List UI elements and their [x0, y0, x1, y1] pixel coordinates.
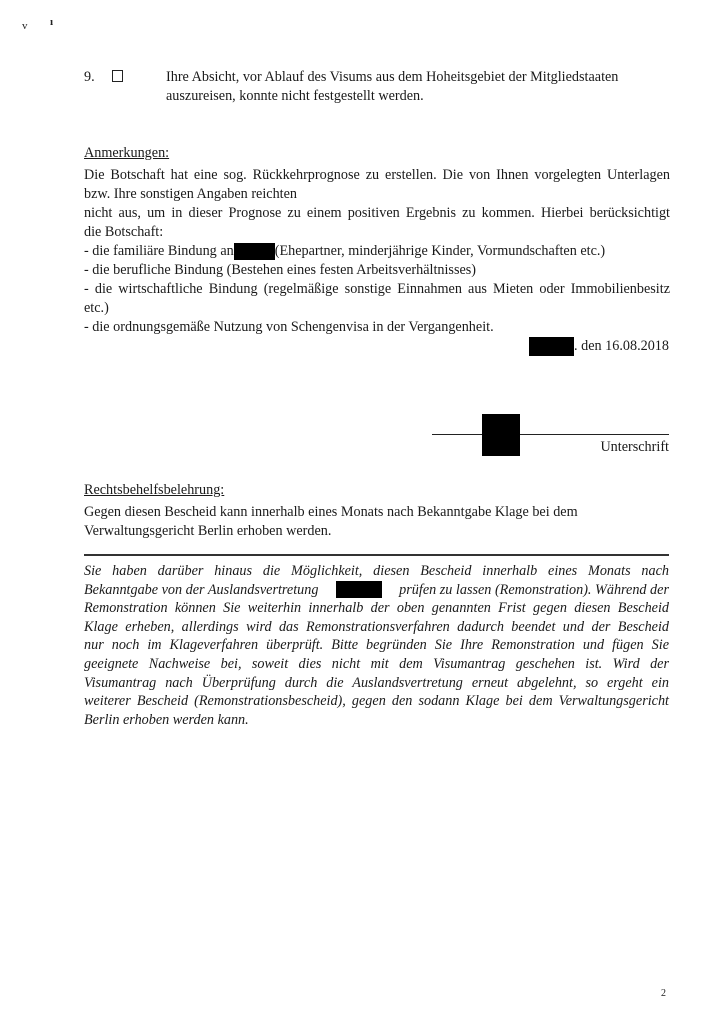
bullet-work: - die berufliche Bindung (Bestehen eines festen Arbeitsverhältnisses) [84, 262, 477, 278]
scan-mark: ı [50, 16, 54, 28]
text-line: nicht aus, um in dieser Prognose zu einem positiven Ergebnis zu kommen. Hierbei berücksichtigt [84, 205, 670, 221]
signature-line [432, 434, 669, 435]
text-segment: prüfen zu lassen (Remonstration). Während der [399, 581, 669, 598]
bullet-economic-cont: etc.) [84, 300, 109, 316]
page-number: 2 [661, 988, 666, 999]
signature-label: Unterschrift [600, 439, 669, 455]
item-9-text [166, 68, 618, 106]
date-text: . den 16.08.2018 [574, 338, 669, 354]
text-line: die Botschaft: [84, 224, 164, 240]
text-line: Visumantrag nach Überprüfung durch die Auslandsvertretung erneut abgelehnt, so ergeht ein [84, 674, 669, 691]
text-line [84, 581, 669, 600]
item-number: 9. [84, 69, 95, 85]
item-9 [84, 68, 123, 87]
text-segment: Bekanntgabe von der Auslandsvertretung [84, 581, 319, 598]
redaction [234, 243, 275, 260]
bullet-text: - die familiäre Bindung an [84, 243, 234, 259]
bullet-economic: - die wirtschaftliche Bindung (regelmäßige sonstige Einnahmen aus Mieten oder Immobilienbesitz [84, 281, 670, 297]
text-line: geeignete Nachweise bei, soweit dies nicht mit dem Visumantrag geschehen ist. Wird der [84, 655, 669, 672]
bullet-family [84, 242, 670, 261]
scan-mark: v [22, 20, 28, 32]
redaction [336, 581, 382, 598]
remonstration-body [84, 562, 669, 729]
legal-heading: Rechtsbehelfsbelehrung: [84, 482, 225, 498]
text-line: auszureisen, konnte nicht festgestellt werden. [166, 88, 424, 104]
text-line: Klage erheben, allerdings wird das Remonstrationsverfahren dadurch beendet und der Bescheid [84, 618, 669, 635]
text-line: Berlin erhoben werden kann. [84, 711, 249, 728]
checkbox-icon [112, 70, 123, 82]
text-line: Die Botschaft hat eine sog. Rückkehrprognose zu erstellen. Die von Ihnen vorgelegten Unterlagen [84, 167, 670, 183]
divider [84, 554, 669, 556]
place-date [529, 337, 669, 356]
text-line: Remonstration können Sie weiterhin innerhalb der oben genannten Frist gegen diesen Bescheid [84, 600, 669, 617]
text-line: Ihre Absicht, vor Ablauf des Visums aus dem Hoheitsgebiet der Mitgliedstaaten [166, 69, 619, 85]
legal-body [84, 503, 578, 541]
remarks-body [84, 166, 670, 337]
redacted-signature [482, 414, 520, 456]
text-line: nur noch im Klageverfahren überprüft. Bitte begründen Sie Ihre Remonstration und fügen Sie [84, 637, 669, 654]
text-line: Verwaltungsgericht Berlin erhoben werden. [84, 523, 332, 539]
text-line: weiterer Bescheid (Remonstrationsbescheid), gegen den sodann Klage bei dem Verwaltungsgericht [84, 693, 669, 710]
text-line: bzw. Ihre sonstigen Angaben reichten [84, 186, 298, 202]
remarks-heading: Anmerkungen: [84, 145, 170, 161]
bullet-text: (Ehepartner, minderjährige Kinder, Vormundschaften etc.) [274, 243, 606, 259]
text-line: Gegen diesen Bescheid kann innerhalb eines Monats nach Bekanntgabe Klage bei dem [84, 504, 578, 520]
bullet-schengen: - die ordnungsgemäße Nutzung von Schengenvisa in der Vergangenheit. [84, 319, 494, 335]
text-line: Sie haben darüber hinaus die Möglichkeit, diesen Bescheid innerhalb eines Monats nach [84, 563, 669, 579]
redaction [529, 337, 574, 356]
